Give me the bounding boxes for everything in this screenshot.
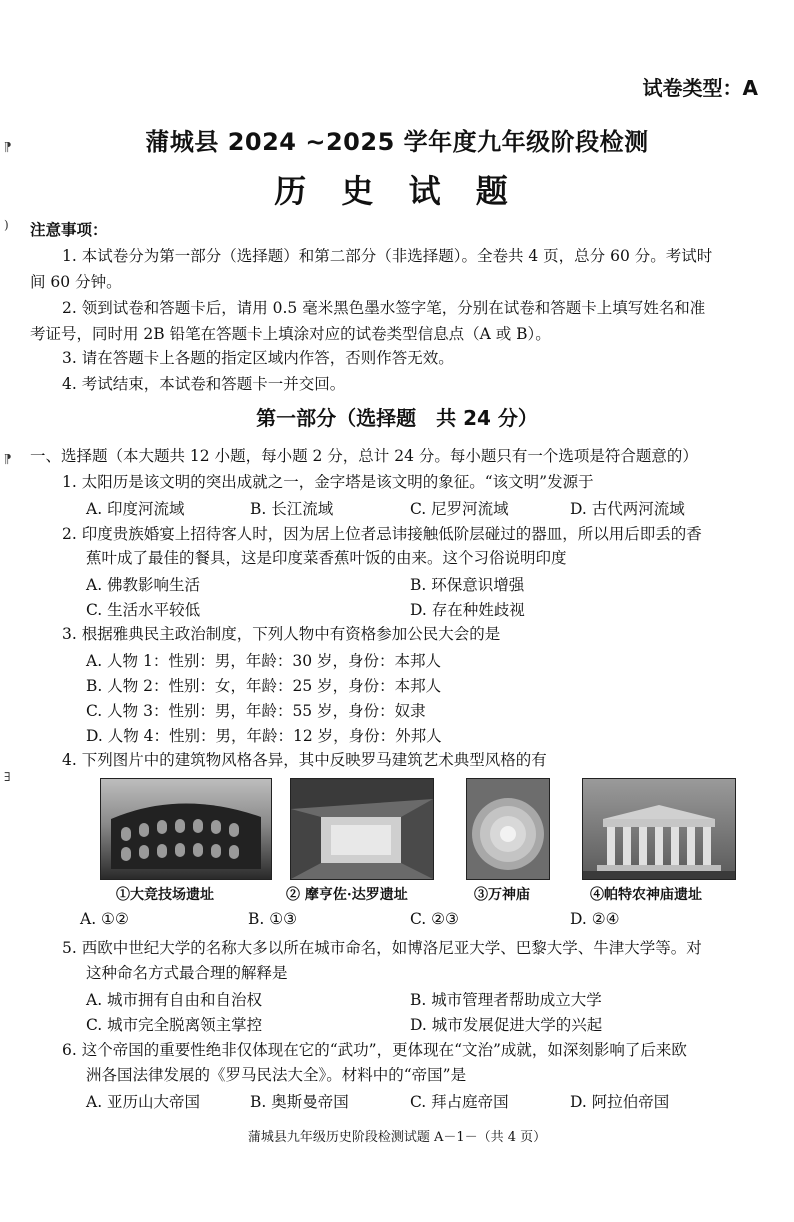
part-intro: 一、选择题（本大题共 12 小题，每小题 2 分，总计 24 分。每小题只有一个选项是符合题意的） <box>30 447 698 465</box>
q4-stem: 4. 下列图片中的建筑物风格各异，其中反映罗马建筑艺术典型风格的有 <box>62 751 547 769</box>
mohenjo-daro-image <box>290 778 434 880</box>
q6-option-a[interactable]: A. 亚历山大帝国 <box>86 1093 201 1111</box>
paper-type: 试卷类型：A <box>642 76 758 100</box>
section-title: 第一部分（选择题 共 24 分） <box>256 406 538 430</box>
q2-stem: 蕉叶成了最佳的餐具，这是印度菜香蕉叶饭的由来。这个习俗说明印度 <box>86 549 567 567</box>
margin-mark: ) <box>4 218 9 232</box>
q4-option-d[interactable]: D. ②④ <box>570 910 620 928</box>
q5-option-d[interactable]: D. 城市发展促进大学的兴起 <box>410 1016 603 1034</box>
caption-pantheon: ③万神庙 <box>474 887 530 903</box>
q2-stem: 2. 印度贵族婚宴上招待客人时，因为居上位者忌讳接触低阶层碰过的器皿，所以用后即丢的香 <box>62 525 702 543</box>
q3-option-c[interactable]: C. 人物 3：性别：男，年龄：55 岁，身份：奴隶 <box>86 702 426 720</box>
q1-option-d[interactable]: D. 古代两河流域 <box>570 500 685 518</box>
q2-option-b[interactable]: B. 环保意识增强 <box>410 576 525 594</box>
q6-stem: 6. 这个帝国的重要性绝非仅体现在它的“武功”，更体现在“文治”成就，如深刻影响了后来欧 <box>62 1041 687 1059</box>
colosseum-image <box>100 778 272 880</box>
pantheon-image <box>466 778 550 880</box>
q3-stem: 3. 根据雅典民主政治制度，下列人物中有资格参加公民大会的是 <box>62 625 501 643</box>
q6-option-c[interactable]: C. 拜占庭帝国 <box>410 1093 509 1111</box>
q5-option-a[interactable]: A. 城市拥有自由和自治权 <box>86 991 263 1009</box>
q2-option-d[interactable]: D. 存在种姓歧视 <box>410 601 525 619</box>
q4-option-a[interactable]: A. ①② <box>80 910 129 928</box>
q1-option-b[interactable]: B. 长江流域 <box>250 500 334 518</box>
q4-option-c[interactable]: C. ②③ <box>410 910 459 928</box>
parthenon-image <box>582 778 736 880</box>
notice-line: 4. 考试结束，本试卷和答题卡一并交回。 <box>62 375 346 393</box>
exam-title: 蒲城县 2024 ~2025 学年度九年级阶段检测 <box>145 128 649 156</box>
caption-colosseum: ①大竞技场遗址 <box>116 887 214 903</box>
q5-stem: 这种命名方式最合理的解释是 <box>86 964 288 982</box>
q2-option-c[interactable]: C. 生活水平较低 <box>86 601 201 619</box>
notice-heading: 注意事项： <box>30 221 108 239</box>
q1-option-a[interactable]: A. 印度河流域 <box>86 500 185 518</box>
q6-option-b[interactable]: B. 奥斯曼帝国 <box>250 1093 349 1111</box>
margin-mark: ∃ <box>4 770 11 784</box>
q1-stem: 1. 太阳历是该文明的突出成就之一，金字塔是该文明的象征。“该文明”发源于 <box>62 473 594 491</box>
notice-line: 3. 请在答题卡上各题的指定区域内作答，否则作答无效。 <box>62 349 454 367</box>
q3-option-b[interactable]: B. 人物 2：性别：女，年龄：25 岁，身份：本邦人 <box>86 677 442 695</box>
page-footer: 蒲城县九年级历史阶段检测试题 A－1－（共 4 页） <box>247 1130 547 1145</box>
notice-line: 考证号，同时用 2B 铅笔在答题卡上填涂对应的试卷类型信息点（A 或 B）。 <box>30 325 551 343</box>
notice-line: 2. 领到试卷和答题卡后，请用 0.5 毫米黑色墨水签字笔，分别在试卷和答题卡上填写姓名和准 <box>62 299 706 317</box>
notice-line: 1. 本试卷分为第一部分（选择题）和第二部分（非选择题）。全卷共 4 页，总分 60 分。考试时 <box>62 247 713 265</box>
q3-option-d[interactable]: D. 人物 4：性别：男，年龄：12 岁，身份：外邦人 <box>86 727 442 745</box>
q6-stem: 洲各国法律发展的《罗马民法大全》。材料中的“帝国”是 <box>86 1066 467 1084</box>
notice-line: 间 60 分钟。 <box>30 273 122 291</box>
caption-mohenjo-daro: ② 摩亨佐·达罗遗址 <box>286 887 408 903</box>
subject-title: 历 史 试 题 <box>274 172 520 210</box>
q5-option-b[interactable]: B. 城市管理者帮助成立大学 <box>410 991 602 1009</box>
q5-option-c[interactable]: C. 城市完全脱离领主掌控 <box>86 1016 263 1034</box>
q1-option-c[interactable]: C. 尼罗河流域 <box>410 500 509 518</box>
q5-stem: 5. 西欧中世纪大学的名称大多以所在城市命名，如博洛尼亚大学、巴黎大学、牛津大学等。对 <box>62 939 702 957</box>
q2-option-a[interactable]: A. 佛教影响生活 <box>86 576 201 594</box>
margin-mark: ⁋ <box>4 140 12 154</box>
q6-option-d[interactable]: D. 阿拉伯帝国 <box>570 1093 670 1111</box>
q3-option-a[interactable]: A. 人物 1：性别：男，年龄：30 岁，身份：本邦人 <box>86 652 441 670</box>
caption-parthenon: ④帕特农神庙遗址 <box>590 887 702 903</box>
margin-mark: ⁋ <box>4 452 12 466</box>
q4-option-b[interactable]: B. ①③ <box>248 910 298 928</box>
